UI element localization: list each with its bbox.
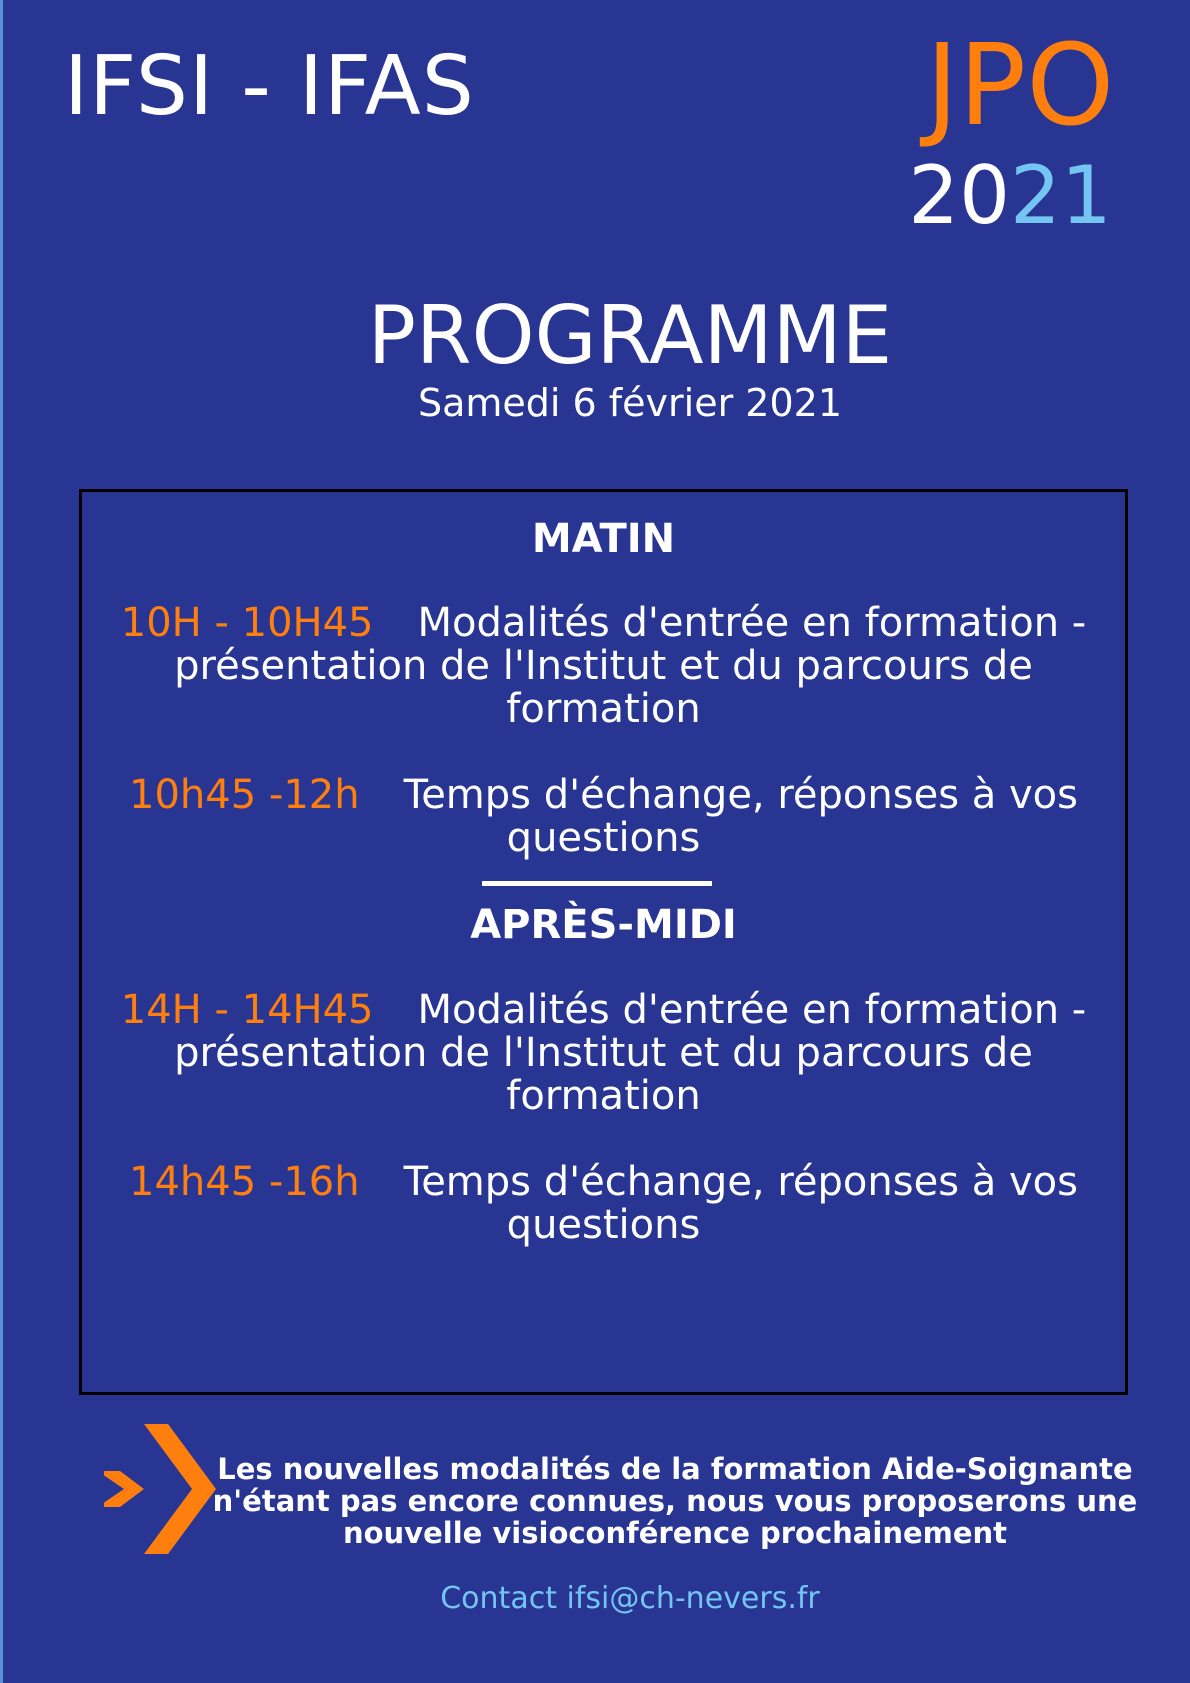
left-edge-stripe bbox=[0, 0, 3, 1683]
notice-line: Les nouvelles modalités de la formation Aide-Soignante bbox=[217, 1452, 1133, 1486]
notice-line: nouvelle visioconférence prochainement bbox=[342, 1516, 1008, 1550]
schedule-slot bbox=[79, 1161, 1128, 1247]
slot-description: Modalités d'entrée en formation - présentation de l'Institut et du parcours de formation bbox=[174, 600, 1087, 732]
section-divider bbox=[482, 881, 712, 886]
double-chevron-right-icon bbox=[104, 1424, 216, 1554]
event-year bbox=[905, 149, 1115, 242]
afternoon-heading: APRÈS-MIDI bbox=[470, 902, 737, 948]
slot-time: 14H - 14H45 bbox=[120, 987, 374, 1033]
slot-time: 10H - 10H45 bbox=[120, 600, 374, 646]
year-first-part: 20 bbox=[908, 149, 1010, 242]
event-title: JPO bbox=[925, 21, 1115, 151]
notice-line: n'étant pas encore connues, nous vous proposerons une bbox=[212, 1484, 1138, 1518]
schedule-slot bbox=[79, 774, 1128, 860]
slot-time: 10h45 -12h bbox=[129, 772, 360, 818]
notice-text bbox=[210, 1453, 1140, 1549]
morning-heading: MATIN bbox=[531, 516, 676, 562]
org-title: IFSI - IFAS bbox=[64, 39, 475, 134]
year-second-part: 21 bbox=[1010, 149, 1112, 242]
contact-email: Contact ifsi@ch-nevers.fr bbox=[440, 1581, 820, 1616]
slot-time: 14h45 -16h bbox=[129, 1159, 360, 1205]
schedule-slot bbox=[79, 602, 1128, 731]
slot-description: Temps d'échange, réponses à vos questions bbox=[403, 772, 1078, 861]
slot-description: Modalités d'entrée en formation - présentation de l'Institut et du parcours de formation bbox=[174, 987, 1087, 1119]
program-title: PROGRAMME bbox=[367, 289, 893, 382]
program-date: Samedi 6 février 2021 bbox=[417, 381, 843, 425]
slot-description: Temps d'échange, réponses à vos questions bbox=[403, 1159, 1078, 1248]
schedule-slot bbox=[79, 989, 1128, 1118]
